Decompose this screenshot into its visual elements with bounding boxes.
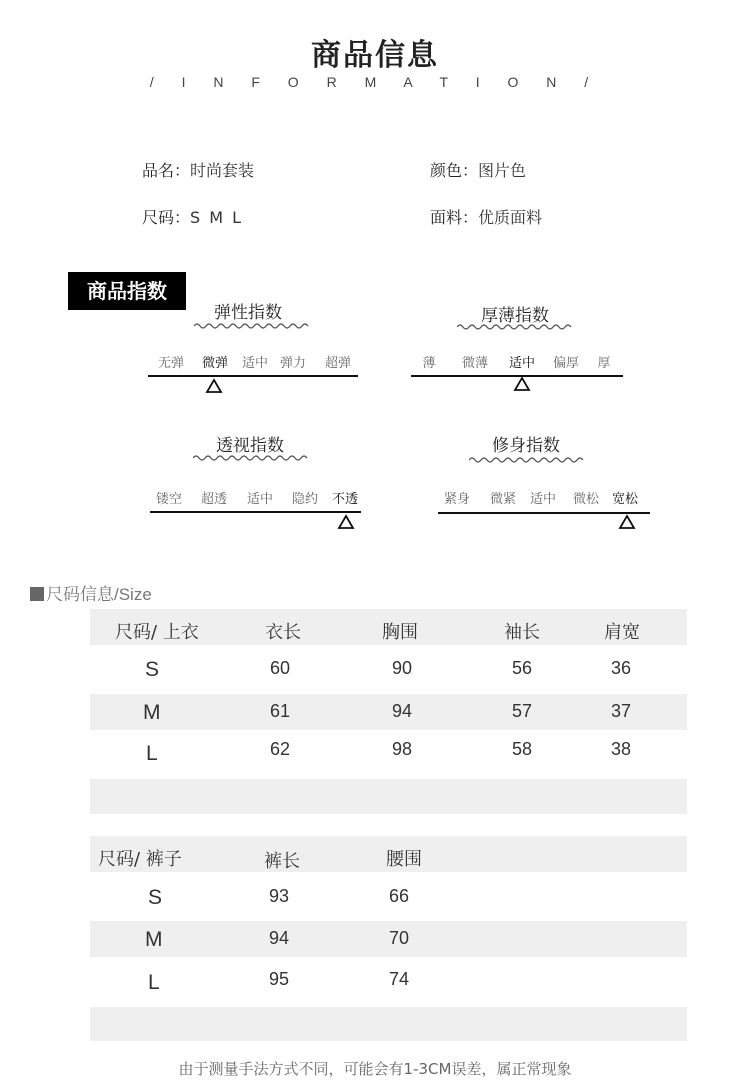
table-cell: 60 — [270, 658, 291, 678]
triangle-marker-icon — [618, 514, 636, 530]
table-cell: 94 — [269, 928, 290, 948]
scale-option: 镂空 — [155, 492, 182, 507]
table-header-cell: 腰围 — [386, 849, 422, 870]
table-cell: 74 — [389, 969, 410, 989]
scale-option-selected: 适中 — [508, 356, 535, 371]
index-title-thickness: 厚薄指数 — [481, 306, 549, 326]
scale-line — [148, 375, 358, 377]
scale-option: 偏厚 — [552, 356, 579, 371]
table-cell-size: L — [146, 742, 158, 765]
info-name — [142, 158, 254, 181]
table-cell: 58 — [512, 739, 533, 759]
table-header-cell: 尺码/ 上衣 — [115, 622, 199, 643]
scale-option: 微紧 — [489, 492, 516, 507]
page-subtitle: / I N F O R M A T I O N / — [149, 74, 601, 90]
scale-option: 微薄 — [461, 356, 488, 371]
scale-option-selected: 微弹 — [201, 356, 228, 371]
square-bullet-icon — [30, 587, 44, 601]
scale-option: 超透 — [200, 492, 227, 507]
table-band — [90, 779, 687, 814]
table-header-cell: 裤长 — [264, 851, 300, 872]
index-title-fit: 修身指数 — [492, 436, 560, 456]
info-color — [430, 158, 526, 181]
page-title: 商品信息 — [311, 38, 439, 73]
table-cell: 90 — [392, 658, 413, 678]
index-title-elasticity: 弹性指数 — [214, 303, 282, 323]
info-fabric-label: 面料： — [430, 208, 479, 227]
size-heading-text: 尺码信息/Size — [46, 585, 152, 604]
info-fabric-value: 优质面料 — [478, 208, 543, 227]
info-fabric — [430, 205, 542, 228]
table-cell: 36 — [611, 658, 632, 678]
table-cell: 98 — [392, 739, 413, 759]
table-cell: 38 — [611, 739, 632, 759]
scale-option: 薄 — [422, 356, 436, 371]
table-cell: 95 — [269, 969, 290, 989]
info-name-label: 品名： — [142, 161, 191, 180]
size-section-heading — [30, 580, 152, 605]
scale-option: 适中 — [241, 356, 268, 371]
scale-option-selected: 不透 — [331, 492, 358, 507]
table-cell-size: S — [145, 658, 160, 681]
table-cell: 56 — [512, 658, 533, 678]
triangle-marker-icon — [205, 378, 223, 394]
wave-divider-icon — [194, 322, 310, 330]
table-cell: 70 — [389, 928, 410, 948]
scale-option: 无弹 — [157, 356, 184, 371]
triangle-marker-icon — [337, 514, 355, 530]
table-header-cell: 胸围 — [382, 622, 418, 643]
table-header-cell: 尺码/ 裤子 — [98, 849, 182, 870]
table-cell: 93 — [269, 886, 290, 906]
info-color-value: 图片色 — [478, 161, 527, 180]
scale-option: 弹力 — [279, 356, 306, 371]
info-name-value: 时尚套装 — [190, 161, 255, 180]
measurement-note: 由于测量手法方式不同，可能会有1-3CM误差，属正常现象 — [178, 1060, 572, 1078]
table-header-cell: 衣长 — [265, 622, 301, 643]
info-size-value: S M L — [190, 208, 244, 227]
scale-option: 紧身 — [443, 492, 470, 507]
table-cell: 57 — [512, 701, 533, 721]
table-cell: 66 — [389, 886, 410, 906]
table-header-cell: 袖长 — [504, 622, 540, 643]
wave-divider-icon — [457, 323, 573, 331]
info-size — [142, 205, 243, 228]
wave-divider-icon — [193, 454, 309, 462]
info-size-label: 尺码： — [142, 208, 191, 227]
scale-line — [150, 511, 361, 513]
table-band — [90, 1007, 687, 1041]
table-cell-size: L — [148, 971, 160, 994]
scale-option: 适中 — [529, 492, 556, 507]
table-header-cell: 肩宽 — [604, 622, 640, 643]
scale-option: 隐约 — [291, 492, 318, 507]
scale-option: 超弹 — [324, 356, 351, 371]
scale-option: 微松 — [572, 492, 599, 507]
scale-option-selected: 宽松 — [611, 492, 638, 507]
info-color-label: 颜色： — [430, 161, 479, 180]
scale-option: 厚 — [597, 356, 611, 371]
table-cell: 61 — [270, 701, 291, 721]
table-cell: 37 — [611, 701, 632, 721]
table-cell-size: M — [143, 701, 161, 724]
table-cell: 62 — [270, 739, 291, 759]
table-cell-size: M — [145, 928, 163, 951]
wave-divider-icon — [469, 456, 585, 464]
index-title-transparency: 透视指数 — [216, 436, 284, 456]
table-cell: 94 — [392, 701, 413, 721]
triangle-marker-icon — [513, 376, 531, 392]
table-band — [90, 694, 687, 730]
scale-option: 适中 — [246, 492, 273, 507]
table-cell-size: S — [148, 886, 163, 909]
index-badge: 商品指数 — [68, 272, 186, 310]
